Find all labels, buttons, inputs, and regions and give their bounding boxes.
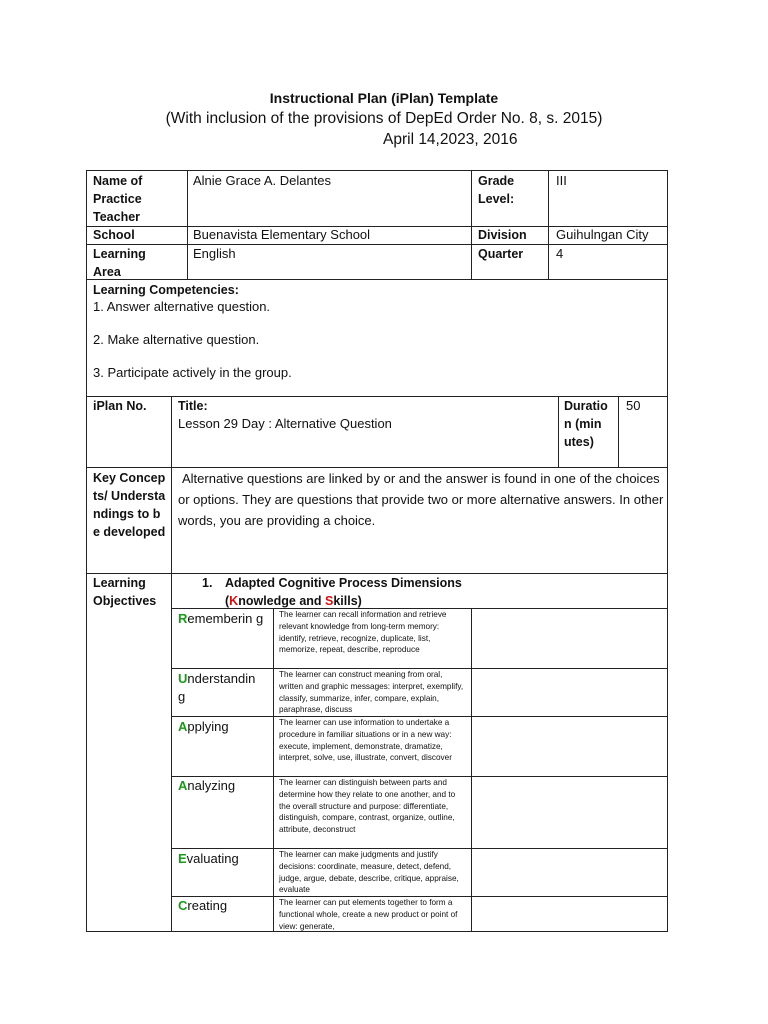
level-name: Creating bbox=[178, 898, 228, 913]
title-value: Lesson 29 Day : Alternative Question bbox=[178, 416, 392, 431]
title-label: Title: bbox=[178, 399, 208, 413]
objectives-subheading: (Knowledge and Skills) bbox=[225, 594, 362, 608]
key-concepts-label: Key Concepts/ Understandings to be developed bbox=[93, 471, 166, 539]
objectives-heading-number: 1. bbox=[202, 576, 213, 590]
document-date: April 14,2023, 2016 bbox=[383, 131, 518, 148]
objectives-heading: Adapted Cognitive Process Dimensions bbox=[225, 576, 462, 590]
level-description: The learner can make judgments and justify decisions: coordinate, measure, detect, defend, judge, argue, debate, describe, critique, appraise, evaluate bbox=[279, 850, 459, 895]
level-description: The learner can use information to undertake a procedure in familiar situations or in a new way: execute, implement, demonstrate, dramatize, interpret, solve, use, illustrate, convert, discover bbox=[279, 718, 452, 763]
level-name: Understandin g bbox=[178, 671, 256, 704]
duration-label: Duration (minutes) bbox=[564, 399, 608, 449]
level-name: Evaluating bbox=[178, 851, 239, 866]
school-label: School bbox=[93, 228, 135, 242]
area-label: Learning Area bbox=[93, 247, 146, 279]
division-value: Guihulngan City bbox=[556, 227, 649, 242]
grade-value: III bbox=[556, 173, 567, 188]
level-description: The learner can construct meaning from oral, written and graphic messages: interpret, exemplify, classify, summarize, infer, compare, explain, paraphrase, discuss bbox=[279, 670, 464, 715]
teacher-label: Name of Practice Teacher bbox=[93, 174, 143, 224]
competency-item: 1. Answer alternative question. bbox=[93, 299, 271, 314]
area-value: English bbox=[193, 246, 236, 261]
level-description: The learner can recall information and retrieve relevant knowledge from long-term memory: identify, retrieve, recognize, duplicate, list, memorize, repeat, describe, reproduce bbox=[279, 610, 447, 655]
level-name: Rememberin g bbox=[178, 611, 264, 626]
teacher-value: Alnie Grace A. Delantes bbox=[193, 173, 332, 188]
iplan-label: iPlan No. bbox=[93, 399, 147, 413]
level-name: Applying bbox=[178, 719, 229, 734]
key-concepts-text: Alternative questions are linked by or and the answer is found in one of the choices or options. They are questions that provide two or more alternative answers. In other words, you are providing a choice. bbox=[178, 471, 664, 528]
level-name: Analyzing bbox=[178, 778, 236, 793]
quarter-label: Quarter bbox=[478, 247, 524, 261]
duration-value: 50 bbox=[626, 398, 641, 413]
quarter-value: 4 bbox=[556, 246, 564, 261]
division-label: Division bbox=[478, 228, 527, 242]
level-description: The learner can distinguish between parts and determine how they relate to one another, and to the overall structure and purpose: differentiate, distinguish, compare, contrast, organize, outline, attribute, deconstruct bbox=[279, 778, 456, 835]
competency-item: 2. Make alternative question. bbox=[93, 332, 260, 347]
level-description: The learner can put elements together to form a functional whole, create a new product or point of view: generate, bbox=[279, 898, 458, 931]
competencies-label: Learning Competencies: bbox=[93, 283, 239, 297]
document-title: Instructional Plan (iPlan) Template bbox=[269, 90, 499, 106]
grade-label: Grade Level: bbox=[478, 174, 515, 206]
document-subtitle: (With inclusion of the provisions of DepEd Order No. 8, s. 2015) bbox=[165, 110, 603, 127]
school-value: Buenavista Elementary School bbox=[193, 227, 371, 242]
competency-item: 3. Participate actively in the group. bbox=[93, 365, 292, 380]
objectives-label: Learning Objectives bbox=[93, 576, 157, 608]
